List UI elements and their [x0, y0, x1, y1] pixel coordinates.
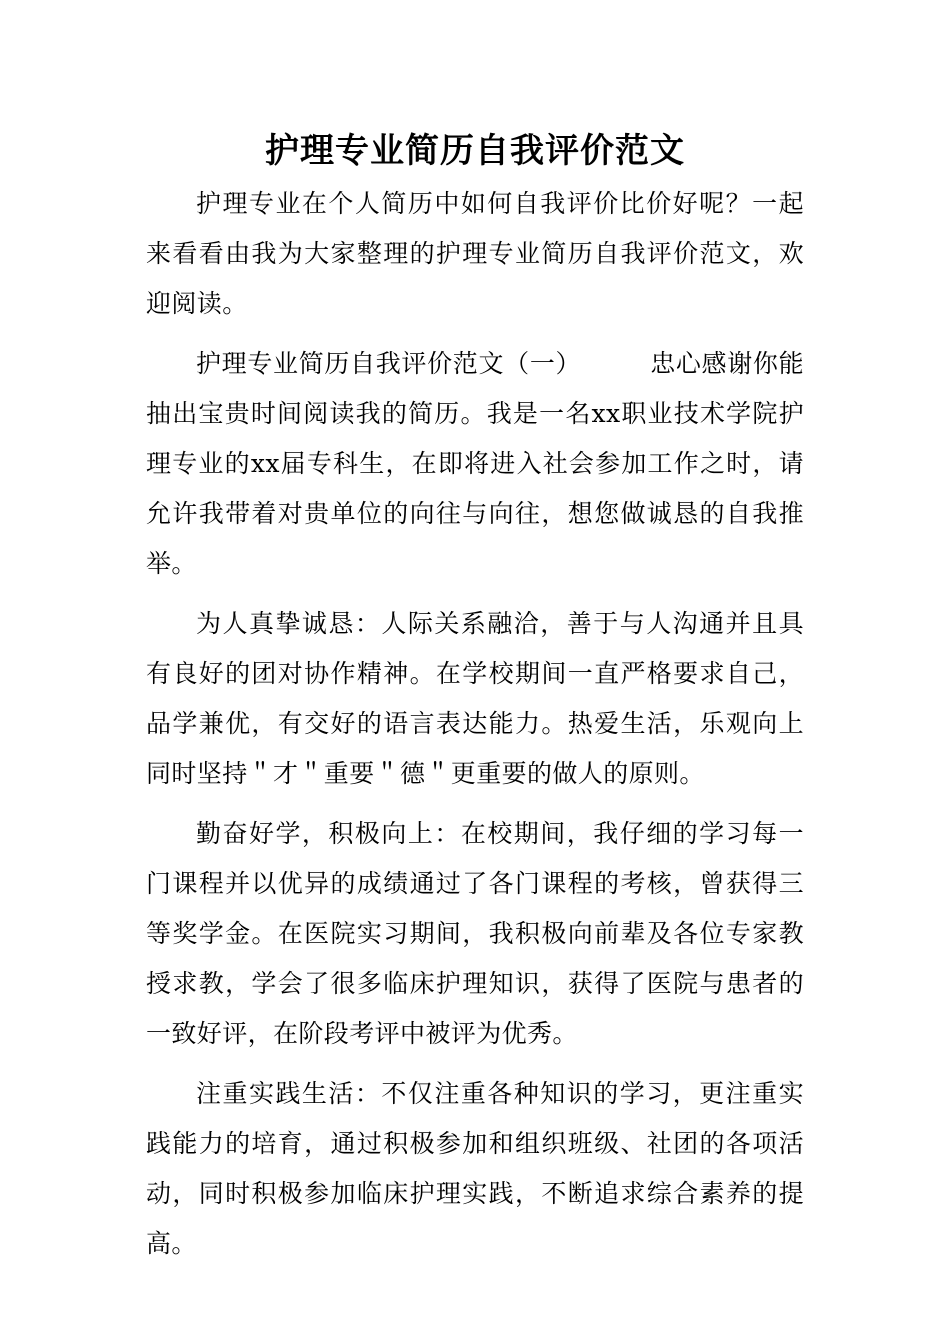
- paragraph-sincere: 为人真挚诚恳：人际关系融洽，善于与人沟通并且具有良好的团对协作精神。在学校期间一直严格要求自己，品学兼优，有交好的语言表达能力。热爱生活，乐观向上同时坚持＂才＂重要＂德＂更重要的做人的原则。: [146, 609, 804, 788]
- document-title: 护理专业简历自我评价范文: [265, 131, 685, 171]
- paragraph-intro: 护理专业在个人简历中如何自我评价比价好呢？一起来看看由我为大家整理的护理专业简历自我评价范文，欢迎阅读。: [146, 189, 804, 318]
- document-body: [146, 179, 804, 1279]
- paragraph-practice: 注重实践生活：不仅注重各种知识的学习，更注重实践能力的培育，通过积极参加和组织班级、社团的各项活动，同时积极参加临床护理实践，不断追求综合素养的提高。: [146, 1079, 804, 1258]
- paragraph-diligent: 勤奋好学，积极向上：在校期间，我仔细的学习每一门课程并以优异的成绩通过了各门课程的考核，曾获得三等奖学金。在医院实习期间，我积极向前辈及各位专家教授求教，学会了很多临床护理知识，获得了医院与患者的一致好评，在阶段考评中被评为优秀。: [146, 819, 804, 1048]
- paragraph-sample-one: 护理专业简历自我评价范文（一） 忠心感谢你能抽出宝贵时间阅读我的简历。我是一名xx职业技术学院护理专业的xx届专科生，在即将进入社会参加工作之时，请允许我带着对贵单位的向往与向往，想您做诚恳的自我推举。: [146, 349, 804, 578]
